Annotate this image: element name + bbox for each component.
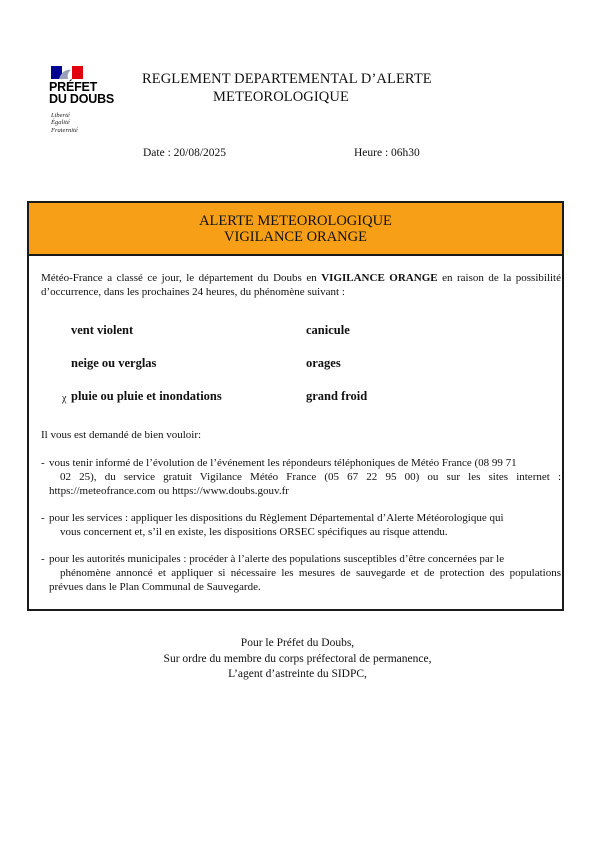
- selected-phenomenon-mark: χ: [62, 393, 67, 404]
- alert-title: ALERTE METEOROLOGIQUE: [199, 213, 392, 229]
- alert-level: VIGILANCE ORANGE: [224, 229, 367, 245]
- phenomenon-orages: orages: [306, 356, 341, 370]
- alert-intro-paragraph: [41, 271, 561, 299]
- motto-fraternite: Fraternité: [51, 126, 78, 134]
- intro-text-start: Météo-France a classé ce jour, le département du Doubs en: [41, 272, 322, 284]
- phenomenon-neige-verglas: neige ou verglas: [71, 356, 157, 370]
- bullet-dash: -: [41, 512, 45, 524]
- phenomenon-vent-violent: vent violent: [71, 323, 134, 337]
- instruction-municipalities-rest: phénomène annoncé et appliquer si nécessaire les mesures de sauvegarde et de protection des populations prévues dans le Plan Communal de Sauvegarde.: [49, 567, 561, 593]
- intro-vigilance-level: VIGILANCE ORANGE: [321, 272, 438, 284]
- phenomenon-grand-froid: grand froid: [306, 389, 368, 403]
- instruction-item-information: [41, 456, 561, 498]
- signature-block: [0, 636, 595, 683]
- wordmark-line-1: PRÉFET: [49, 80, 98, 94]
- phenomenon-pluie-inondations: pluie ou pluie et inondations: [71, 389, 222, 403]
- instruction-municipalities-line-1: pour les autorités municipales : procéder à l’alerte des populations susceptibles d’être concernées par le: [49, 553, 505, 565]
- prefet-du-doubs-wordmark: [49, 81, 114, 105]
- bullet-dash: -: [41, 553, 45, 565]
- document-title-line-2: METEOROLOGIQUE: [213, 89, 349, 105]
- instruction-services-rest: vous concernent et, s’il en existe, les dispositions ORSEC spécifiques au risque attendu.: [60, 526, 448, 538]
- marianne-flag-icon: [51, 66, 83, 79]
- instruction-item-municipalities: [41, 552, 561, 594]
- alert-box: [27, 201, 564, 611]
- motto-liberte: Liberté: [51, 112, 70, 119]
- signature-line-2: Sur ordre du membre du corps préfectoral de permanence,: [163, 652, 432, 665]
- instructions-intro: Il vous est demandé de bien vouloir:: [41, 429, 202, 441]
- wordmark-line-2: DU DOUBS: [49, 92, 115, 106]
- intro-text-end: en raison de la possibilité d’occurrence, dans les prochaines 24 heures, du phénomène suivant :: [41, 272, 561, 298]
- signature-line-3: L’agent d’astreinte du SIDPC,: [228, 668, 367, 680]
- issue-time: Heure : 06h30: [354, 147, 420, 159]
- phenomenon-canicule: canicule: [306, 323, 350, 337]
- instruction-services-line-1: pour les services : appliquer les dispositions du Règlement Départemental d’Alerte Météorologique qui: [49, 512, 504, 524]
- motto-egalite: Égalité: [51, 119, 70, 127]
- signature-line-1: Pour le Préfet du Doubs,: [240, 637, 355, 649]
- document-title: [142, 70, 432, 106]
- instruction-item-services: [41, 511, 561, 539]
- document-title-line-1: REGLEMENT DEPARTEMENTAL D’ALERTE: [142, 71, 432, 87]
- instruction-information-line-1: vous tenir informé de l’évolution de l’événement les répondeurs téléphoniques de Météo France (08 99 71: [49, 457, 517, 469]
- republic-motto: [51, 112, 78, 134]
- alert-header: [29, 203, 562, 256]
- instruction-information-rest: 02 25), du service gratuit Vigilance Météo France (05 67 22 95 00) ou sur les sites internet : https://meteofrance.com ou https://www.doubs.gouv.fr: [49, 471, 561, 497]
- issue-date: Date : 20/08/2025: [143, 147, 227, 159]
- bullet-dash: -: [41, 457, 45, 469]
